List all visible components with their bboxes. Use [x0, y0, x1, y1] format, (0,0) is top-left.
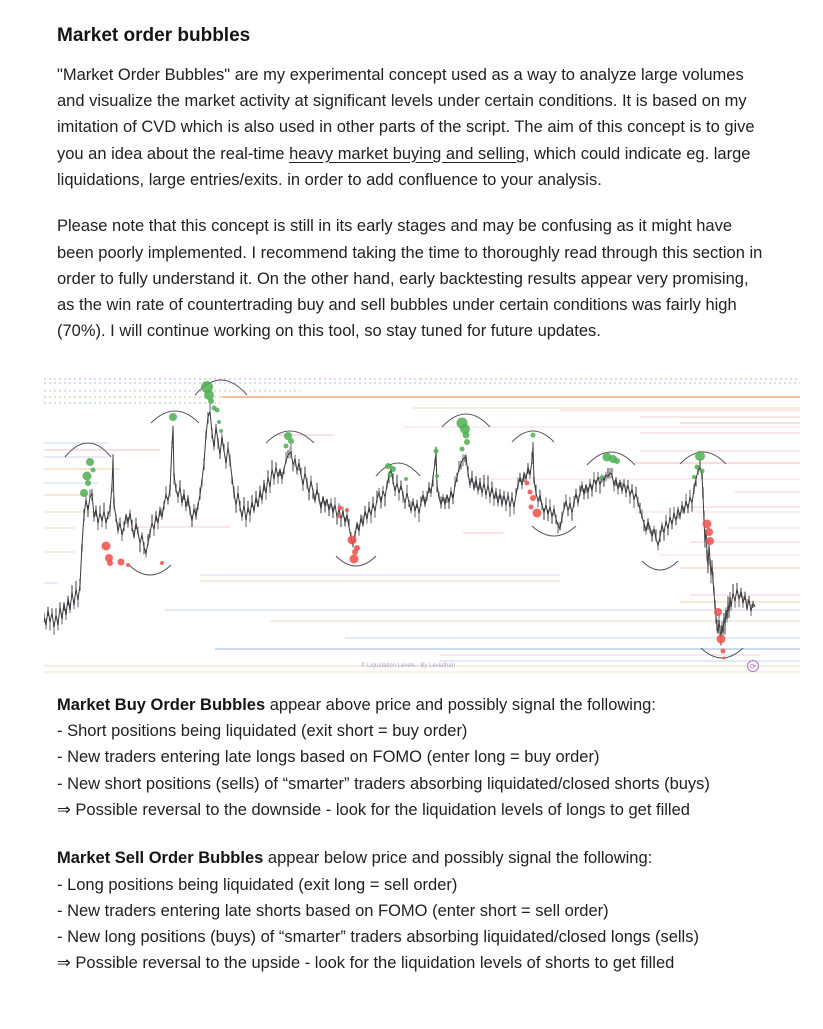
price-series [44, 403, 755, 645]
svg-text:⟳: ⟳ [749, 661, 757, 671]
list-item: - Short positions being liquidated (exit short = buy order) [57, 722, 468, 741]
list-item: - New long positions (buys) of “smarter” traders absorbing liquidated/closed longs (sells) [57, 928, 699, 947]
sell-section-lead [57, 845, 767, 871]
list-item: - New traders entering late shorts based on FOMO (enter short = sell order) [57, 901, 609, 920]
buy-bubbles-section [57, 692, 767, 823]
chart-image [44, 365, 767, 682]
sell-bubbles [102, 480, 726, 659]
section-title: Market order bubbles [57, 25, 251, 46]
disclaimer-paragraph: Please note that this concept is still in its early stages and may be confusing as it might have been poorly implemented. I recommend taking the time to thoroughly read through this section in order to fully understand it. On the other hand, early backtesting results appear very promising, as the win rate of countertrading buy and sell bubbles under certain conditions was fairly high (70%). I will continue working on this tool, so stay tuned for future updates. [57, 217, 763, 341]
sell-section-lead-rest: appear below price and possibly signal the following: [263, 849, 653, 868]
list-item: - Long positions being liquidated (exit long = sell order) [57, 875, 458, 894]
sell-section-conclusion: ⇒ Possible reversal to the upside - look for the liquidation levels of shorts to get filled [57, 954, 675, 973]
intro-paragraph [57, 62, 767, 193]
list-item: - New traders entering late longs based on FOMO (enter long = buy order) [57, 748, 600, 767]
underlined-phrase: heavy market buying and selling [289, 144, 525, 163]
chart-svg [44, 365, 800, 677]
buy-section-conclusion: ⇒ Possible reversal to the downside - look for the liquidation levels of longs to get filled [57, 800, 690, 819]
list-item: - New short positions (sells) of “smarter” traders absorbing liquidated/closed shorts (buys) [57, 774, 710, 793]
chart-watermark: © Liquidation Levels - By Leviathan [360, 662, 456, 669]
buy-section-lead [57, 692, 767, 718]
sell-section-heading: Market Sell Order Bubbles [57, 849, 264, 868]
buy-section-heading: Market Buy Order Bubbles [57, 695, 266, 714]
intro-paragraph-post: , which could indicate eg. large liquidations, large entries/exits. in order to add confluence to your analysis. [57, 144, 751, 189]
annotation-arcs [65, 380, 743, 658]
buy-section-lead-rest: appear above price and possibly signal the following: [265, 695, 656, 714]
intro-paragraph-pre: "Market Order Bubbles" are my experimental concept used as a way to analyze large volumes and visualize the market activity at significant levels under certain conditions. It is based on my imitation of CVD which is also used in other parts of the script. The aim of this concept is to give you an idea about the real-time [57, 65, 755, 163]
sell-bubbles-section [57, 845, 767, 976]
